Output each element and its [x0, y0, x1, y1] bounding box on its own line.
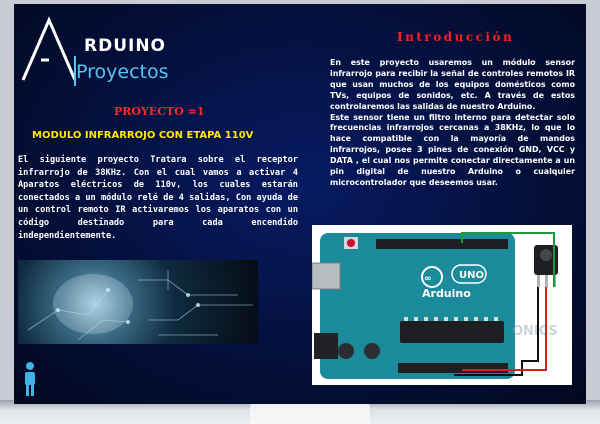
analog-header: [398, 363, 508, 373]
digital-header: [376, 239, 508, 249]
usb-port: [312, 263, 340, 289]
watermark: ONICS: [512, 324, 558, 339]
power-jack: [314, 333, 338, 359]
document-page: [14, 4, 586, 404]
project-label: PROYECTO =1: [114, 105, 205, 118]
logo-a-icon: [19, 14, 79, 84]
board-brand-label: Arduino: [422, 287, 471, 300]
intro-text: [330, 58, 575, 189]
module-title: MODULO INFRARROJO CON ETAPA 110V: [32, 130, 254, 141]
intro-paragraph-1: En este proyecto usaremos un módulo sensor infrarrojo para recibir la señal de controles remotos IR que usan muchos de los equipos domésticos como TVs, equipos de sonidos, etc. A través de estos controlaremos las salidas de nuestro Arduino.: [330, 58, 575, 111]
wiring-diagram: [312, 225, 572, 385]
intro-paragraph-2: Este sensor tiene un filtro interno para detectar solo frecuencias infrarrojos cercanas a 38KHz, lo que lo hace compatible con la mayoría de mandos infrarrojos, posee 3 pines de conexión GND, VCC y DATA , el cual nos permite conectar directamente a un pin digital de nuestro Arduino o cualquier microcontrolador que deseemos usar.: [330, 112, 575, 187]
tech-image: [18, 260, 258, 344]
brand-title: RDUINO: [84, 36, 167, 56]
circuit-graphic: [18, 260, 258, 344]
person-icon: [23, 362, 37, 396]
wiring-svg: [312, 225, 572, 385]
intro-title: Introducción: [397, 30, 515, 44]
project-description: El siguiente proyecto Tratara sobre el receptor infrarrojo de 38KHz. Con el cual vamos a activar 4 Aparatos eléctricos de 110v, los cuales estarán conectados a un módulo relé de 4 salidas, Con ayuda de un control remoto IR activaremos los aparatos con un código destinado para cada encendido independientemente.: [18, 155, 298, 241]
brand-subtitle: Proyectos: [76, 61, 169, 83]
svg-text:∞: ∞: [424, 274, 432, 284]
board-model-label: UNO: [459, 270, 484, 281]
microcontroller-chip: [400, 321, 504, 343]
